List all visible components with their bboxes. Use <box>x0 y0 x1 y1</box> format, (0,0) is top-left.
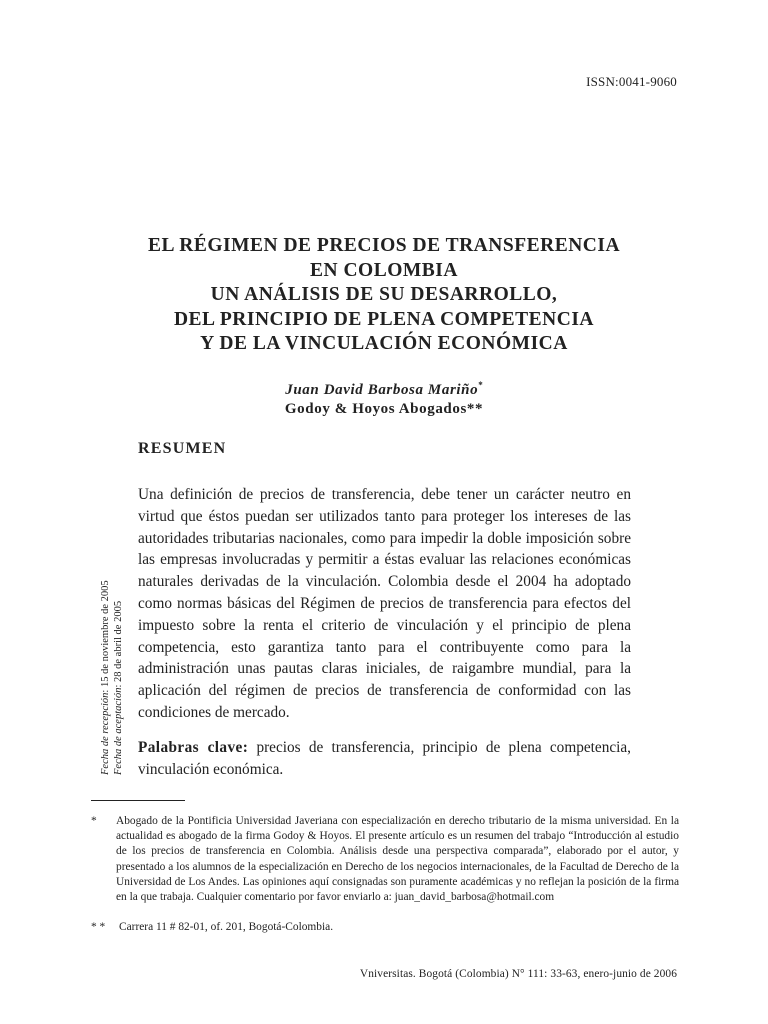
title-line: EN COLOMBIA <box>310 259 458 281</box>
keywords-block <box>138 737 631 781</box>
author-block <box>80 376 688 419</box>
title-line: EL RÉGIMEN DE PRECIOS DE TRANSFERENCIA <box>147 235 621 256</box>
submission-dates <box>99 575 125 775</box>
title-line: UN ANÁLISIS DE SU DESARROLLO, <box>210 284 558 305</box>
received-value: : 15 de noviembre de 2005 <box>100 580 111 693</box>
abstract-heading: RESUMEN <box>138 440 227 457</box>
footnote-separator <box>91 800 185 801</box>
author-line <box>80 376 688 400</box>
accepted-label: Fecha de aceptación <box>113 687 124 775</box>
article-title <box>80 234 688 357</box>
abstract-paragraph: Una definición de precios de transferencia, debe tener un carácter neutro en virtud que éstos puedan ser utilizados tanto para proteger los intereses de las autoridades tributarias nacionales, como para impedir la doble imposición sobre las empresas involucradas y permitir a éstas evaluar las relaciones económicas naturales derivadas de la vinculación. Colombia desde el 2004 ha adoptado como normas básicas del Régimen de precios de transferencia para efectos del impuesto sobre la renta el criterio de vinculación y el principio de plena competencia, esto garantiza tanto para el contribuyente como para la administración unas pautas claras iniciales, de raigambre mundial, para la aplicación del régimen de precios de transferencia de conformidad con las condiciones de mercado. <box>138 486 631 721</box>
author-affiliation: Godoy & Hoyos Abogados** <box>284 401 484 417</box>
accepted-date <box>112 575 125 775</box>
footnote-mark: * <box>91 815 97 827</box>
issn-number: ISSN:0041-9060 <box>586 74 677 89</box>
received-date <box>99 575 112 775</box>
keywords-paragraph <box>138 737 631 781</box>
journal-citation: Vniversitas. Bogotá (Colombia) N° 111: 33-63, enero-junio de 2006 <box>359 968 677 980</box>
title-line: Y DE LA VINCULACIÓN ECONÓMICA <box>200 333 568 354</box>
author-name: Juan David Barbosa Mariño <box>285 382 479 398</box>
received-label: Fecha de recepción <box>100 692 111 775</box>
footnote-text: Carrera 11 # 82-01, of. 201, Bogotá-Colombia. <box>119 921 334 933</box>
footnote-text: Abogado de la Pontificia Universidad Javeriana con especialización en derecho tributario de la misma universidad. En la actualidad es abogado de la firma Godoy & Hoyos. El presente artículo es un resumen del trabajo “Introducción al estudio de los precios de transferencia en Colombia. Análisis desde una perspectiva comparada”, elaborado por el autor, y presentado a los alumnos de la especialización en Derecho de los negocios internacionales, de la Facultad de Derecho de la Universidad de Los Andes. Las opiniones aquí consignadas son puramente académicas y no reflejan la posición de la firma en la que trabaja. Cualquier comentario por favor enviarlo a: juan_david_barbosa@hotmail.com <box>116 815 679 904</box>
keywords-label: Palabras clave: <box>138 739 249 756</box>
keywords-text: precios de transferencia, principio de plena competencia, vinculación económica. <box>138 739 631 778</box>
footnote-address <box>91 920 679 935</box>
abstract-body <box>138 484 631 724</box>
author-footnote-mark: * <box>478 380 483 390</box>
accepted-value: : 28 de abril de 2005 <box>113 600 124 688</box>
footnote-mark: * * <box>91 921 106 933</box>
title-line: DEL PRINCIPIO DE PLENA COMPETENCIA <box>173 308 595 330</box>
footnote-author <box>91 814 679 905</box>
